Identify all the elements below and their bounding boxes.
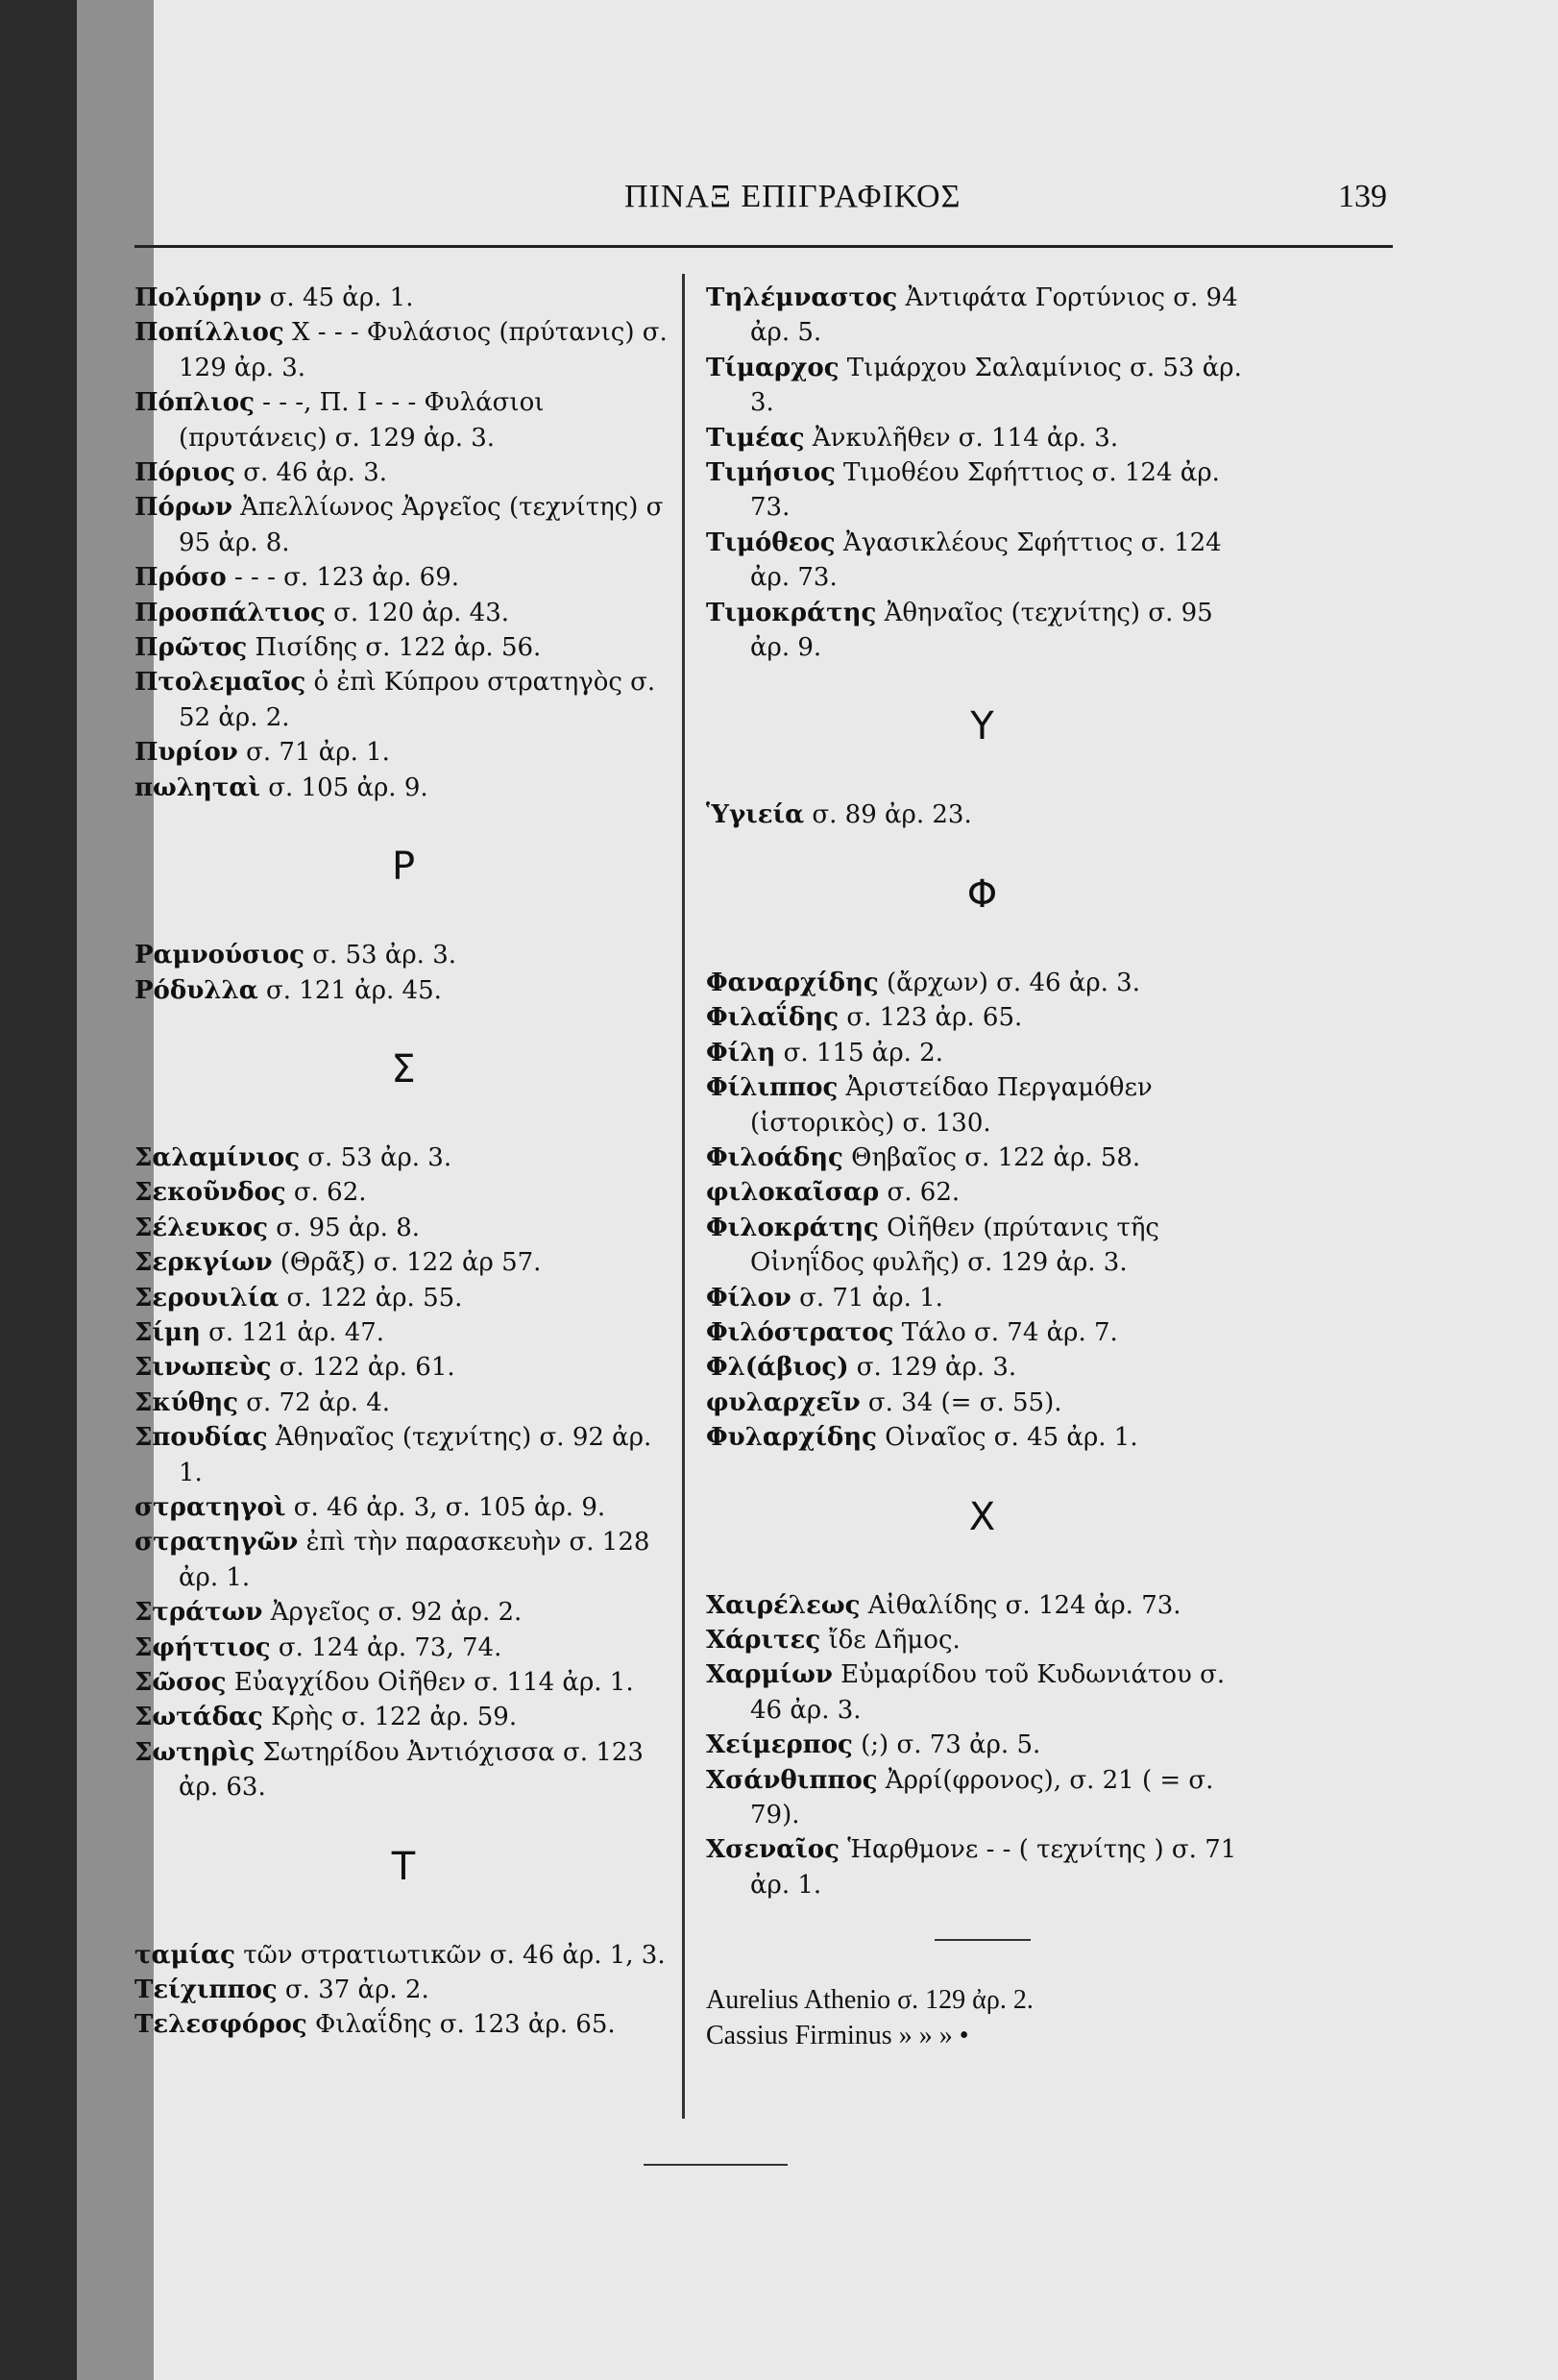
entry-headword: Σωτηρὶς [134, 1737, 256, 1767]
column-divider [682, 274, 685, 2119]
index-entry [706, 455, 1258, 526]
index-entry [134, 1245, 672, 1280]
index-entry [134, 560, 672, 595]
index-entry [706, 797, 1258, 832]
section-letter: Ρ [391, 845, 416, 890]
entry-reference: σ. 121 ἀρ. 45. [257, 975, 442, 1005]
entry-reference: σ. 123 ἀρ. 65. [839, 1003, 1023, 1033]
index-entry [706, 1036, 1258, 1070]
separator-line [935, 1939, 1031, 1941]
entry-headword: φυλαρχεῖν [706, 1387, 861, 1417]
index-entry [134, 771, 672, 805]
entry-headword: Πολύρην [134, 283, 262, 312]
entry-headword: Σκύθης [134, 1387, 238, 1417]
index-entry [706, 526, 1258, 596]
entry-reference: Ἀγασικλέους Σφήττιος σ. 124 ἀρ. 73. [750, 528, 1222, 593]
entry-headword: Φίλον [706, 1283, 791, 1313]
entry-headword: Στράτων [134, 1598, 263, 1628]
index-entry [134, 735, 672, 770]
entry-headword: πωληταὶ [134, 773, 261, 802]
index-entry: Cassius Firminus » » » • [706, 2020, 969, 2050]
index-entry [134, 490, 672, 560]
section-letter: Τ [391, 1844, 416, 1889]
entry-reference: (Θρᾶξ) σ. 122 ἀρ 57. [272, 1248, 542, 1278]
index-entry [134, 281, 672, 315]
entry-reference: - - -, Π. Ι - - - Φυλάσιοι (πρυτάνεις) σ. 129 ἀρ. 3. [179, 388, 545, 453]
entry-reference: - - - σ. 123 ἀρ. 69. [226, 563, 460, 593]
entry-headword: Σεκοῦνδος [134, 1178, 286, 1208]
entry-reference: σ. 62. [285, 1178, 367, 1208]
entry-headword: Τιμοκράτης [706, 598, 877, 627]
entry-headword: Φιλοκράτης [706, 1213, 879, 1242]
entry-reference: Ἀνκυλῆθεν σ. 114 ἀρ. 3. [804, 423, 1119, 453]
entry-headword: Πυρίον [134, 738, 238, 768]
entry-headword: Σίμη [134, 1317, 201, 1347]
entry-headword: Τηλέμναστος [706, 283, 898, 312]
entry-headword: Ποπίλλιος [134, 318, 284, 348]
entry-headword: Ρόδυλλα [134, 975, 258, 1005]
entry-headword: Ὑγιεία [706, 800, 805, 830]
index-entry [706, 421, 1258, 455]
entry-headword: Τιμόθεος [706, 528, 836, 557]
entry-reference: σ. 71 ἀρ. 1. [791, 1283, 943, 1313]
entry-headword: στρατηγῶν [134, 1528, 299, 1558]
index-entry [134, 938, 672, 972]
entry-headword: Χσάνθιππος [706, 1765, 878, 1795]
entry-headword: Σφήττιος [134, 1632, 271, 1662]
entry-headword: Τίμαρχος [706, 353, 840, 382]
page-number: 139 [1338, 179, 1387, 214]
entry-headword: Προσπάλτιος [134, 598, 326, 627]
entry-headword: Πόπλιος [134, 388, 255, 418]
index-entry [134, 1525, 672, 1595]
entry-reference: Ἀρρί(φρονος), σ. 21 ( = σ. 79). [750, 1765, 1214, 1829]
index-entry [134, 1700, 672, 1734]
index-entry [134, 1938, 672, 1973]
entry-headword: Χαρμίων [706, 1660, 833, 1690]
entry-reference: σ. 46 ἀρ. 3. [234, 458, 388, 488]
entry-headword: Φιλόστρατος [706, 1317, 894, 1347]
entry-reference: ἴδε Δῆμος. [820, 1625, 961, 1655]
entry-reference: σ. 105 ἀρ. 9. [260, 773, 428, 802]
entry-headword: Τιμέας [706, 423, 805, 453]
index-entry [134, 630, 672, 665]
index-entry [706, 1386, 1258, 1420]
entry-reference: Ἀντιφάτα Γορτύνιος σ. 94 ἀρ. 5. [750, 283, 1238, 348]
entry-headword: Φυλαρχίδης [706, 1423, 877, 1453]
entry-reference: τῶν στρατιωτικῶν σ. 46 ἀρ. 1, 3. [234, 1940, 666, 1970]
index-entry [706, 1420, 1258, 1455]
entry-headword: Σέλευκος [134, 1213, 268, 1242]
index-entry [134, 1735, 672, 1805]
index-entry [134, 1175, 672, 1210]
entry-reference: ὁ ἐπὶ Κύπρου στρατηγὸς σ. 52 ἀρ. 2. [179, 668, 656, 732]
running-header [134, 179, 1393, 236]
entry-reference: σ. 37 ἀρ. 2. [277, 1975, 429, 2005]
entry-reference: σ. 124 ἀρ. 73, 74. [270, 1632, 502, 1662]
entry-reference: σ. 53 ἀρ. 3. [304, 941, 457, 970]
entry-reference: σ. 46 ἀρ. 3, σ. 105 ἀρ. 9. [285, 1492, 606, 1522]
entry-headword: Τιμήσιος [706, 458, 836, 488]
entry-reference: (ἄρχων) σ. 46 ἀρ. 3. [878, 968, 1140, 997]
index-entry: Aurelius Athenio σ. 129 ἀρ. 2. [706, 1985, 1034, 2016]
entry-reference: ἐπὶ τὴν παρασκευὴν σ. 128 ἀρ. 1. [179, 1528, 650, 1592]
entry-headword: Φιλαΐδης [706, 1003, 840, 1033]
entry-reference: σ. 34 (= σ. 55). [860, 1387, 1062, 1417]
entry-headword: στρατηγοὶ [134, 1492, 286, 1522]
index-entry [134, 1315, 672, 1350]
entry-reference: Σωτηρίδου Ἀντιόχισσα σ. 123 ἀρ. 63. [179, 1737, 644, 1803]
section-letter: Χ [968, 1494, 996, 1539]
entry-reference: Φιλαΐδης σ. 123 ἀρ. 65. [306, 2010, 616, 2040]
index-entry [134, 1141, 672, 1175]
index-entry [706, 1141, 1258, 1175]
entry-headword: Πρῶτος [134, 633, 248, 663]
entry-reference: Τιμοθέου Σφήττιος σ. 124 ἀρ. 73. [750, 458, 1220, 523]
entry-headword: Χαιρέλεως [706, 1590, 861, 1620]
entry-reference: σ. 89 ἀρ. 23. [804, 800, 972, 830]
index-entry [706, 1211, 1258, 1281]
entry-headword: φιλοκαῖσαρ [706, 1178, 880, 1208]
index-entry [706, 596, 1258, 666]
index-entry [134, 315, 672, 385]
index-entry [706, 281, 1258, 351]
index-entry [706, 1763, 1258, 1833]
left-column [134, 281, 672, 2043]
entry-reference: Τιμάρχου Σαλαμίνιος σ. 53 ἀρ. 3. [750, 353, 1242, 418]
index-entry [134, 1973, 672, 2007]
section-letter: Σ [391, 1046, 416, 1092]
entry-reference: Εὐμαρίδου τοῦ Κυδωνιάτου σ. 46 ἀρ. 3. [750, 1660, 1226, 1725]
entry-headword: Πόρων [134, 493, 232, 523]
footer-rule [644, 2164, 788, 2166]
entry-reference: Οἰῆθεν (πρύτανις τῆς Οἰνηΐδος φυλῆς) σ. 129 ἀρ. 3. [750, 1213, 1159, 1278]
index-entry [134, 1386, 672, 1420]
entry-headword: ταμίας [134, 1940, 235, 1970]
entry-headword: Φιλοάδης [706, 1142, 843, 1172]
index-entry [134, 1595, 672, 1630]
entry-headword: Φαναρχίδης [706, 968, 879, 997]
entry-headword: Πόριος [134, 458, 235, 488]
entry-headword: Πρόσο [134, 563, 227, 593]
binding-shadow [0, 0, 77, 2380]
entry-reference: Κρὴς σ. 122 ἀρ. 59. [262, 1703, 518, 1732]
entry-reference: σ. 115 ἀρ. 2. [775, 1038, 943, 1067]
entry-reference: (;) σ. 73 ἀρ. 5. [852, 1730, 1041, 1760]
index-entry [134, 2007, 672, 2042]
index-entry [706, 351, 1258, 421]
index-entry [706, 1070, 1258, 1141]
index-entry [706, 1657, 1258, 1728]
header-rule [134, 245, 1393, 248]
entry-headword: Σαλαμίνιος [134, 1142, 301, 1172]
index-entry [706, 1281, 1258, 1315]
entry-headword: Ραμνούσιος [134, 941, 304, 970]
entry-reference: Ἀθηναῖος (τεχνίτης) σ. 92 ἀρ. 1. [179, 1423, 652, 1487]
entry-reference: σ. 95 ἀρ. 8. [267, 1213, 421, 1242]
entry-reference: σ. 122 ἀρ. 55. [279, 1283, 463, 1313]
entry-reference: Ἡαρθμονε - - ( τεχνίτης ) σ. 71 ἀρ. 1. [750, 1835, 1237, 1900]
entry-headword: Χσεναῖος [706, 1835, 840, 1865]
index-entry [134, 596, 672, 630]
entry-headword: Τείχιππος [134, 1975, 278, 2005]
entry-headword: Σινωπεὺς [134, 1353, 272, 1383]
entry-headword: Σωτάδας [134, 1703, 263, 1732]
entry-reference: Τάλο σ. 74 ἀρ. 7. [893, 1317, 1118, 1347]
entry-headword: Χείμερπος [706, 1730, 853, 1760]
entry-reference: σ. 62. [879, 1178, 961, 1208]
entry-reference: Ἀπελλίωνος Ἀργεῖος (τεχνίτης) σ 95 ἀρ. 8. [179, 493, 664, 557]
entry-headword: Σπουδίας [134, 1423, 268, 1453]
index-entry [706, 966, 1258, 1000]
index-entry [706, 1315, 1258, 1350]
entry-reference: Ἀργεῖος σ. 92 ἀρ. 2. [262, 1598, 523, 1628]
entry-reference: σ. 122 ἀρ. 61. [271, 1353, 455, 1383]
index-entry [134, 665, 672, 735]
index-entry [134, 1420, 672, 1490]
section-letter: Φ [966, 871, 998, 917]
entry-headword: Τελεσφόρος [134, 2010, 307, 2040]
index-entry [134, 1490, 672, 1525]
index-entry [134, 1665, 672, 1700]
index-entry [134, 1211, 672, 1245]
index-entry [706, 1728, 1258, 1762]
entry-headword: Σερουιλία [134, 1283, 280, 1313]
entry-headword: Πτολεμαῖος [134, 668, 306, 698]
index-entry [134, 973, 672, 1008]
index-entry [134, 455, 672, 490]
entry-reference: Αἰθαλίδης σ. 124 ἀρ. 73. [860, 1590, 1181, 1620]
entry-reference: Ἀριστείδαο Περγαμόθεν (ἱστορικὸς) σ. 130. [750, 1073, 1153, 1138]
index-entry [134, 1350, 672, 1385]
entry-reference: σ. 71 ἀρ. 1. [237, 738, 390, 768]
index-entry [134, 1281, 672, 1315]
entry-headword: Φλ(άβιος) [706, 1353, 849, 1383]
entry-reference: σ. 53 ἀρ. 3. [300, 1142, 452, 1172]
entry-headword: Σερκγίων [134, 1248, 273, 1278]
entry-headword: Σῶσος [134, 1668, 227, 1697]
entry-reference: σ. 72 ἀρ. 4. [238, 1387, 391, 1417]
entry-reference: σ. 121 ἀρ. 47. [200, 1317, 385, 1347]
index-entry [706, 1832, 1258, 1902]
entry-reference: Οἰναῖος σ. 45 ἀρ. 1. [876, 1423, 1138, 1453]
entry-reference: σ. 45 ἀρ. 1. [261, 283, 414, 312]
entry-reference: Χ - - - Φυλάσιος (πρύτανις) σ. 129 ἀρ. 3. [179, 318, 668, 382]
entry-reference: σ. 129 ἀρ. 3. [848, 1353, 1017, 1383]
entry-reference: Πισίδης σ. 122 ἀρ. 56. [247, 633, 542, 663]
right-column [706, 281, 1258, 2053]
entry-reference: Θηβαῖος σ. 122 ἀρ. 58. [842, 1142, 1141, 1172]
entry-headword: Φίλιππος [706, 1073, 839, 1103]
index-entry [134, 1631, 672, 1665]
entry-headword: Χάριτες [706, 1625, 821, 1655]
index-entry [706, 1175, 1258, 1210]
index-entry [706, 1000, 1258, 1035]
index-entry [134, 385, 672, 455]
section-letter: Υ [970, 704, 994, 749]
index-entry [706, 1588, 1258, 1623]
index-entry [706, 1350, 1258, 1385]
entry-reference: σ. 120 ἀρ. 43. [325, 598, 510, 627]
entry-headword: Φίλη [706, 1038, 776, 1067]
index-entry [706, 1623, 1258, 1657]
entry-reference: Εὐαγχίδου Οἰῆθεν σ. 114 ἀρ. 1. [226, 1668, 634, 1697]
page-title: ΠΙΝΑΞ ΕΠΙΓΡΑΦΙΚΟΣ [624, 179, 962, 214]
entry-reference: Ἀθηναῖος (τεχνίτης) σ. 95 ἀρ. 9. [750, 598, 1213, 663]
